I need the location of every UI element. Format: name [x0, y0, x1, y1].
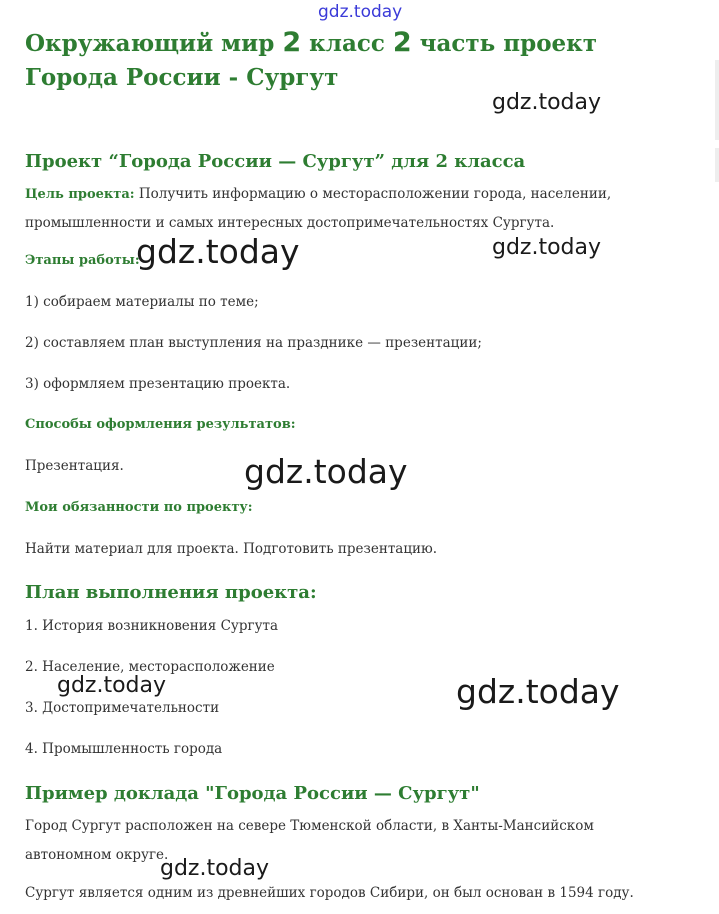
report-paragraph: Город Сургут расположен на севере Тюменской области, в Ханты-Мансийском автономном округе.: [25, 818, 594, 863]
stage-item: 3) оформляем презентацию проекта.: [25, 376, 291, 392]
stages-label: Этапы работы:: [25, 253, 140, 268]
watermark: gdz.today: [492, 90, 602, 115]
plan-item: 2. Население, месторасположение: [25, 659, 275, 675]
stage-item: 2) составляем план выступления на празднике — презентации;: [25, 335, 482, 351]
scroll-edge: [715, 148, 719, 182]
stage-item: 1) собираем материалы по теме;: [25, 294, 259, 310]
plan-heading: План выполнения проекта:: [25, 582, 317, 603]
watermark: gdz.today: [136, 232, 300, 271]
watermark: gdz.today: [492, 235, 602, 260]
duties-label: Мои обязанности по проекту:: [25, 500, 253, 515]
plan-item: 1. История возникновения Сургута: [25, 618, 279, 634]
goal-paragraph: [25, 180, 665, 238]
formats-label: Способы оформления результатов:: [25, 417, 296, 432]
watermark-top: gdz.today: [318, 2, 403, 22]
watermark: gdz.today: [456, 672, 620, 711]
goal-label: Цель проекта:: [25, 187, 135, 202]
plan-item: 4. Промышленность города: [25, 741, 223, 757]
report-heading: Пример доклада "Города России — Сургут": [25, 783, 480, 804]
goal-text: Получить информацию о месторасположении города, населении, промышленности и самых интересных достопримечательностях Сургута.: [25, 186, 612, 231]
scroll-edge: [715, 60, 719, 140]
plan-item: 3. Достопримечательности: [25, 700, 220, 716]
watermark: gdz.today: [244, 452, 408, 491]
page-title: Окружающий мир 2 класс 2 часть проект Города России - Сургут: [25, 27, 598, 91]
report-paragraph: Сургут является одним из древнейших городов Сибири, он был основан в 1594 году.: [25, 885, 634, 901]
formats-text: Презентация.: [25, 458, 124, 474]
project-heading: Проект “Города России — Сургут” для 2 класса: [25, 151, 526, 172]
watermark: gdz.today: [57, 673, 167, 698]
duties-text: Найти материал для проекта. Подготовить презентацию.: [25, 541, 438, 557]
watermark: gdz.today: [160, 856, 270, 881]
